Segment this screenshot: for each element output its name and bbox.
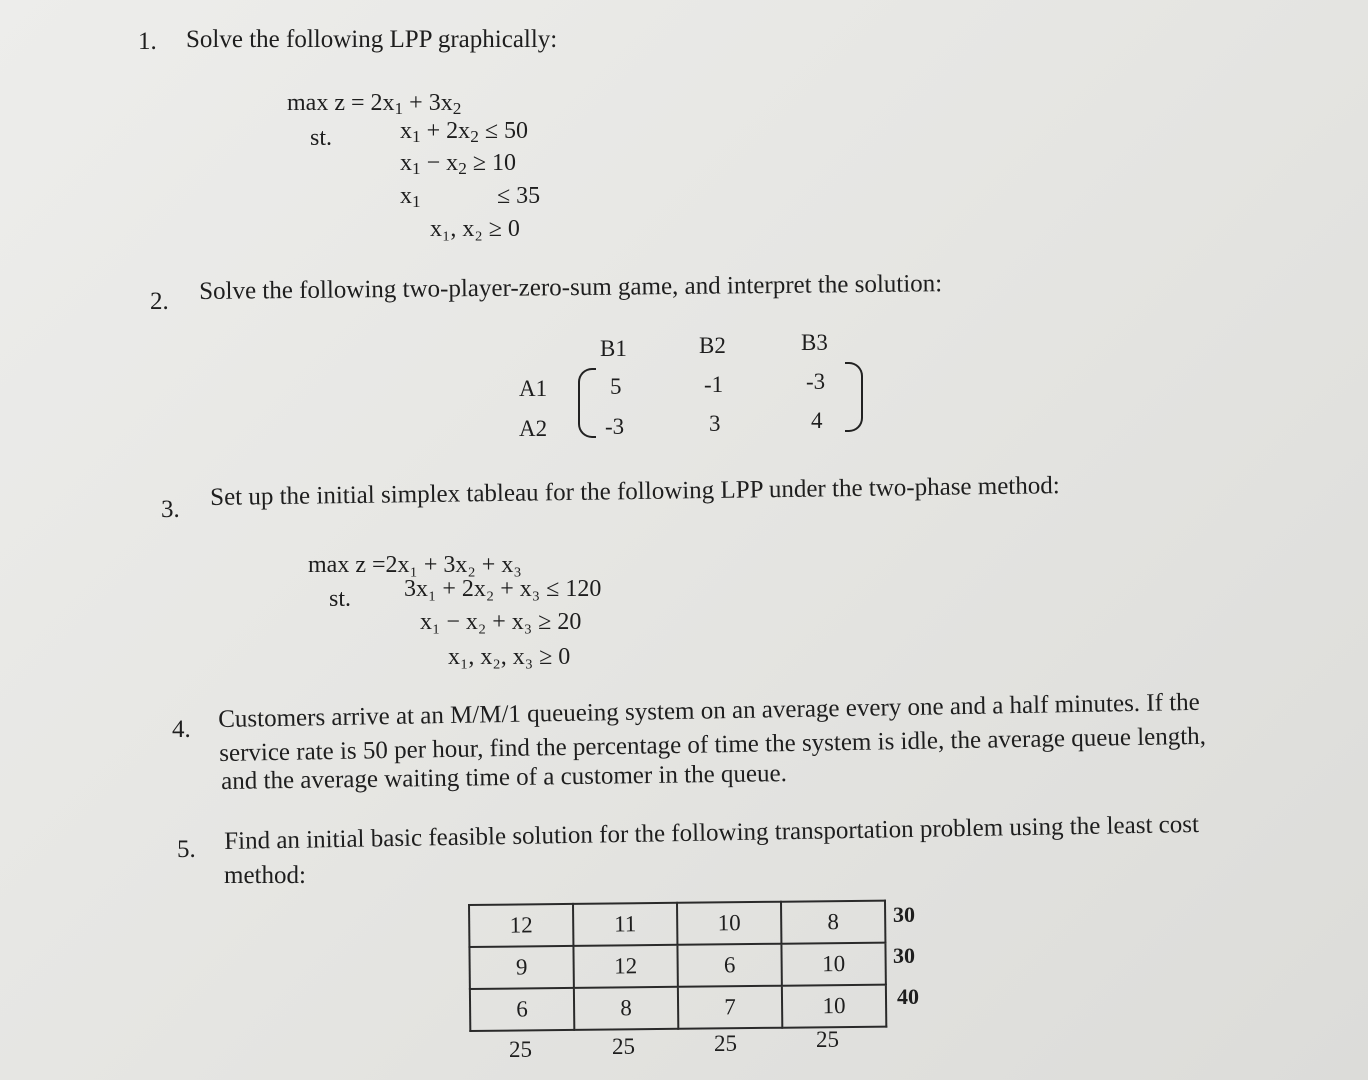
payoff-a2-b2: 3 — [709, 411, 721, 436]
table-row — [469, 943, 885, 989]
table-row — [469, 901, 885, 947]
cost-cell: 11 — [573, 903, 677, 946]
cost-cell: 6 — [470, 988, 574, 1031]
payoff-a1-b1: 5 — [610, 374, 622, 399]
supply-value: 30 — [893, 943, 915, 968]
payoff-a2-b1: -3 — [605, 414, 625, 439]
q1-constraint-1: $x_1 + 2x_2 \le 50$ — [400, 118, 528, 146]
q1-objective-label: max z = — [287, 90, 365, 116]
matrix-left-bracket — [578, 368, 596, 438]
q1-objective — [287, 90, 461, 117]
q3-text: Set up the initial simplex tableau for the following LPP under the two-phase method: — [210, 472, 1060, 511]
q3-constraint-1: 3x₁ + 2x₂ + x₃ ≤ 120 — [404, 576, 602, 602]
q4-line-1: Customers arrive at an M/M/1 queueing system on an average every one and a half minutes. If the — [218, 688, 1200, 733]
row-header-a1: A1 — [519, 376, 548, 401]
q2-number: 2. — [150, 288, 169, 315]
q4-line-2: service rate is 50 per hour, find the percentage of time the system is idle, the average queue length, — [219, 722, 1207, 767]
q1-constraint-2: $x_1 - x_2 \ge 10$ — [400, 150, 516, 178]
q5-number: 5. — [177, 836, 196, 863]
matrix-right-bracket — [845, 362, 863, 432]
q5-line-2: method: — [224, 862, 306, 889]
table-row — [470, 985, 886, 1031]
cost-cell: 10 — [782, 985, 886, 1028]
q5-line-1: Find an initial basic feasible solution for the following transportation problem using the least cost — [224, 810, 1200, 855]
supply-value: 30 — [893, 902, 915, 927]
demand-value: 25 — [816, 1027, 839, 1052]
col-header-b2: B2 — [699, 333, 726, 358]
row-header-a2: A2 — [519, 416, 548, 441]
cost-cell: 10 — [781, 943, 885, 986]
q1-text: Solve the following LPP graphically: — [186, 26, 558, 53]
q1-number: 1. — [138, 28, 157, 55]
cost-cell: 6 — [677, 944, 781, 987]
supply-value: 40 — [897, 984, 919, 1009]
q3-constraint-2: x₁ − x₂ + x₃ ≥ 20 — [420, 609, 582, 635]
q3-nonnegativity: x₁, x₂, x₃ ≥ 0 — [448, 644, 571, 670]
cost-cell: 9 — [469, 946, 573, 989]
cost-cell: 12 — [469, 904, 573, 947]
payoff-a1-b2: -1 — [704, 372, 724, 397]
payoff-a2-b3: 4 — [811, 408, 823, 433]
q1-st: st. — [310, 125, 333, 151]
col-header-b1: B1 — [600, 336, 627, 361]
q3-objective: max z =2x₁ + 3x₂ + x₃ — [308, 552, 522, 578]
cost-cell: 8 — [781, 901, 885, 944]
demand-value: 25 — [509, 1037, 532, 1062]
demand-value: 25 — [612, 1034, 635, 1059]
q1-objective-expr: $2x_1 + 3x_2$ — [370, 90, 462, 118]
q3-number: 3. — [161, 496, 180, 523]
cost-cell: 8 — [574, 987, 678, 1030]
q1-constraint-3: $x_1$ — [400, 183, 421, 211]
cost-cell: 10 — [677, 902, 781, 945]
demand-value: 25 — [714, 1031, 737, 1056]
q4-number: 4. — [172, 716, 191, 743]
q3-st: st. — [329, 586, 352, 612]
q2-text: Solve the following two-player-zero-sum game, and interpret the solution: — [199, 270, 943, 305]
q4-line-3: and the average waiting time of a customer in the queue. — [221, 760, 788, 795]
col-header-b3: B3 — [801, 330, 828, 355]
transportation-cost-table — [468, 900, 887, 1032]
q1-constraint-3-rhs: ≤ 35 — [497, 183, 541, 209]
cost-cell: 12 — [573, 945, 677, 988]
cost-cell: 7 — [678, 986, 782, 1029]
q1-nonnegativity: x₁, x₂ ≥ 0 — [430, 216, 520, 242]
payoff-a1-b3: -3 — [806, 369, 826, 394]
